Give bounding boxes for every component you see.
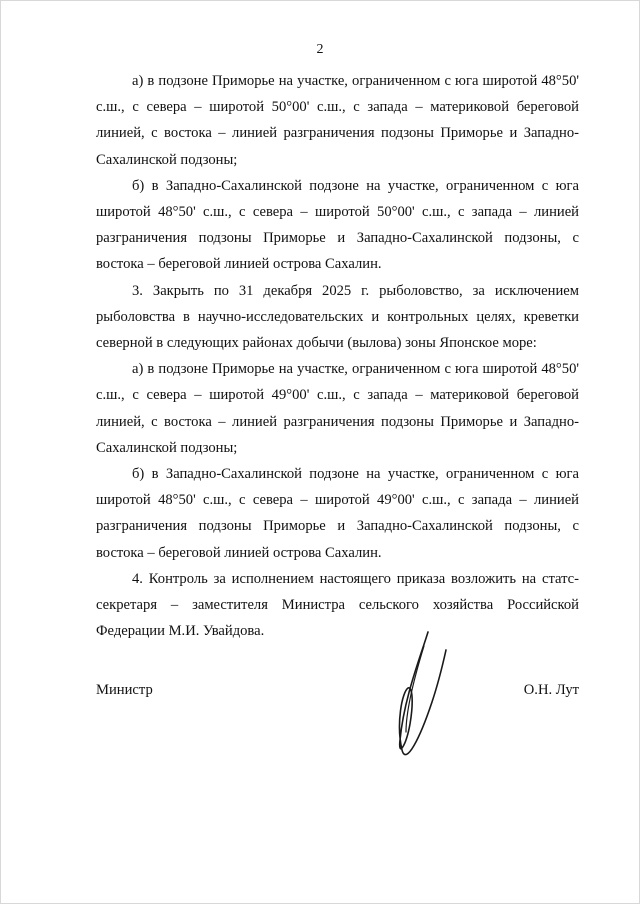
paragraph-3a-primorye: а) в подзоне Приморье на участке, ограниченном с юга широтой 48°50' с.ш., с севера – широтой 49°00' с.ш., с запада – материковой береговой линией, с востока – линией разграничения подзоны Приморье и Западно-Сахалинской подзоны; [96,361,579,456]
page-number: 2 [316,42,324,57]
document-body [96,68,579,644]
signatory-name: О.Н. Лут [523,682,579,698]
paragraph-4-control: 4. Контроль за исполнением настоящего приказа возложить на статс-секретаря – заместителя Министра сельского хозяйства Российской Федерации М.И. Увайдова. [96,570,579,640]
paragraph-2b-west-sakhalin: б) в Западно-Сахалинской подзоне на участке, ограниченном с юга широтой 48°50' с.ш., с севера – широтой 50°00' с.ш., с запада – линией разграничения подзоны Приморье и Западно-Сахалинской подзоны, с востока – береговой линией острова Сахалин. [96,177,579,273]
paragraph-2a-primorye: а) в подзоне Приморье на участке, ограниченном с юга широтой 48°50' с.ш., с севера – широтой 50°00' с.ш., с запада – материковой береговой линией, с востока – линией разграничения подзоны Приморье и Западно-Сахалинской подзоны; [96,73,579,168]
paragraph-3b-west-sakhalin: б) в Западно-Сахалинской подзоне на участке, ограниченном с юга широтой 48°50' с.ш., с севера – широтой 49°00' с.ш., с запада – линией разграничения подзоны Приморье и Западно-Сахалинской подзоны, с востока – береговой линией острова Сахалин. [96,466,579,561]
signatory-title: Министр [96,682,153,698]
handwritten-signature [376,628,456,778]
paragraph-3-closure: 3. Закрыть по 31 декабря 2025 г. рыболовство, за исключением рыболовства в научно-исследовательских и контрольных целях, креветки северной в следующих районах добычи (вылова) зоны Японское море: [96,282,579,352]
